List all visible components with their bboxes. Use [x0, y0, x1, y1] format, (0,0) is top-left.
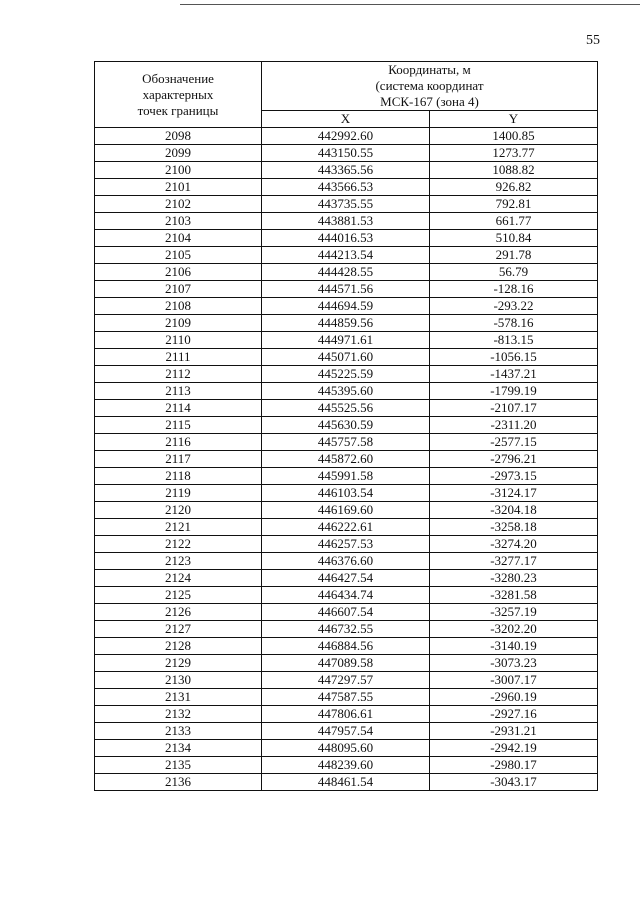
x-coordinate-cell: 446427.54 — [262, 570, 430, 587]
x-coordinate-cell: 443881.53 — [262, 213, 430, 230]
point-id-cell: 2130 — [95, 672, 262, 689]
point-label-line: характерных — [142, 86, 214, 102]
x-coordinate-cell: 445991.58 — [262, 468, 430, 485]
point-id-cell: 2117 — [95, 451, 262, 468]
point-id-cell: 2122 — [95, 536, 262, 553]
table-row — [95, 281, 598, 298]
table-row — [95, 315, 598, 332]
y-coordinate-cell: -3280.23 — [430, 570, 598, 587]
y-coordinate-cell: -578.16 — [430, 315, 598, 332]
point-id-cell: 2131 — [95, 689, 262, 706]
table-row — [95, 553, 598, 570]
table-row — [95, 706, 598, 723]
table-row — [95, 604, 598, 621]
point-id-cell: 2110 — [95, 332, 262, 349]
point-id-cell: 2102 — [95, 196, 262, 213]
y-coordinate-cell: 291.78 — [430, 247, 598, 264]
point-id-cell: 2100 — [95, 162, 262, 179]
table-row — [95, 213, 598, 230]
table-body — [95, 128, 598, 791]
x-coordinate-cell: 446169.60 — [262, 502, 430, 519]
y-coordinate-cell: -3281.58 — [430, 587, 598, 604]
x-coordinate-cell: 444571.56 — [262, 281, 430, 298]
x-coordinate-cell: 446376.60 — [262, 553, 430, 570]
x-coordinate-cell: 444859.56 — [262, 315, 430, 332]
x-column-header: X — [262, 111, 430, 128]
x-coordinate-cell: 446607.54 — [262, 604, 430, 621]
table-row — [95, 298, 598, 315]
y-coordinate-cell: -3140.19 — [430, 638, 598, 655]
table-row — [95, 366, 598, 383]
x-coordinate-cell: 442992.60 — [262, 128, 430, 145]
point-id-cell: 2115 — [95, 417, 262, 434]
table-row — [95, 485, 598, 502]
page-number: 55 — [586, 33, 600, 48]
point-id-cell: 2121 — [95, 519, 262, 536]
table-row — [95, 740, 598, 757]
y-column-header: Y — [430, 111, 598, 128]
x-coordinate-cell: 443735.55 — [262, 196, 430, 213]
x-coordinate-cell: 444428.55 — [262, 264, 430, 281]
y-coordinate-cell: 1088.82 — [430, 162, 598, 179]
table-row — [95, 689, 598, 706]
y-coordinate-cell: -1799.19 — [430, 383, 598, 400]
x-coordinate-cell: 445525.56 — [262, 400, 430, 417]
x-coordinate-cell: 446103.54 — [262, 485, 430, 502]
coordinates-table — [94, 61, 598, 791]
point-id-cell: 2109 — [95, 315, 262, 332]
point-id-cell: 2118 — [95, 468, 262, 485]
point-id-cell: 2103 — [95, 213, 262, 230]
x-coordinate-cell: 443150.55 — [262, 145, 430, 162]
y-coordinate-cell: -2960.19 — [430, 689, 598, 706]
x-coordinate-cell: 445071.60 — [262, 349, 430, 366]
x-coordinate-cell: 444016.53 — [262, 230, 430, 247]
point-id-cell: 2106 — [95, 264, 262, 281]
y-coordinate-cell: -3202.20 — [430, 621, 598, 638]
x-coordinate-cell: 446434.74 — [262, 587, 430, 604]
table-row — [95, 332, 598, 349]
table-row — [95, 638, 598, 655]
point-id-cell: 2123 — [95, 553, 262, 570]
table-row — [95, 145, 598, 162]
point-id-cell: 2114 — [95, 400, 262, 417]
point-id-cell: 2111 — [95, 349, 262, 366]
table-row — [95, 502, 598, 519]
point-id-cell: 2108 — [95, 298, 262, 315]
x-coordinate-cell: 448461.54 — [262, 774, 430, 791]
y-coordinate-cell: 926.82 — [430, 179, 598, 196]
table-row — [95, 162, 598, 179]
x-coordinate-cell: 444971.61 — [262, 332, 430, 349]
y-coordinate-cell: 661.77 — [430, 213, 598, 230]
y-coordinate-cell: -2107.17 — [430, 400, 598, 417]
point-id-cell: 2104 — [95, 230, 262, 247]
table-row — [95, 519, 598, 536]
y-coordinate-cell: -293.22 — [430, 298, 598, 315]
point-id-cell: 2116 — [95, 434, 262, 451]
point-label-line: точек границы — [137, 102, 219, 118]
table-row — [95, 196, 598, 213]
table-row — [95, 383, 598, 400]
x-coordinate-cell: 445757.58 — [262, 434, 430, 451]
y-coordinate-cell: -3274.20 — [430, 536, 598, 553]
table-row — [95, 536, 598, 553]
table-row — [95, 230, 598, 247]
point-id-cell: 2129 — [95, 655, 262, 672]
point-id-cell: 2105 — [95, 247, 262, 264]
y-coordinate-cell: -3124.17 — [430, 485, 598, 502]
table-row — [95, 723, 598, 740]
y-coordinate-cell: -2796.21 — [430, 451, 598, 468]
y-coordinate-cell: -1437.21 — [430, 366, 598, 383]
table-row — [95, 672, 598, 689]
point-label-header — [95, 62, 262, 128]
point-id-cell: 2125 — [95, 587, 262, 604]
x-coordinate-cell: 446732.55 — [262, 621, 430, 638]
point-id-cell: 2099 — [95, 145, 262, 162]
y-coordinate-cell: -3043.17 — [430, 774, 598, 791]
x-coordinate-cell: 446222.61 — [262, 519, 430, 536]
y-coordinate-cell: -3257.19 — [430, 604, 598, 621]
x-coordinate-cell: 447297.57 — [262, 672, 430, 689]
point-id-cell: 2133 — [95, 723, 262, 740]
table-row — [95, 587, 598, 604]
y-coordinate-cell: -3277.17 — [430, 553, 598, 570]
y-coordinate-cell: 1400.85 — [430, 128, 598, 145]
x-coordinate-cell: 443365.56 — [262, 162, 430, 179]
x-coordinate-cell: 445630.59 — [262, 417, 430, 434]
point-id-cell: 2134 — [95, 740, 262, 757]
table-row — [95, 247, 598, 264]
x-coordinate-cell: 445395.60 — [262, 383, 430, 400]
point-id-cell: 2135 — [95, 757, 262, 774]
x-coordinate-cell: 445225.59 — [262, 366, 430, 383]
table-row — [95, 621, 598, 638]
table-row — [95, 264, 598, 281]
point-id-cell: 2136 — [95, 774, 262, 791]
y-coordinate-cell: -2311.20 — [430, 417, 598, 434]
y-coordinate-cell: -1056.15 — [430, 349, 598, 366]
y-coordinate-cell: -2577.15 — [430, 434, 598, 451]
y-coordinate-cell: 1273.77 — [430, 145, 598, 162]
x-coordinate-cell: 448095.60 — [262, 740, 430, 757]
coordinates-header — [262, 62, 598, 111]
x-coordinate-cell: 447957.54 — [262, 723, 430, 740]
table-row — [95, 451, 598, 468]
y-coordinate-cell: -3204.18 — [430, 502, 598, 519]
y-coordinate-cell: 56.79 — [430, 264, 598, 281]
y-coordinate-cell: -2942.19 — [430, 740, 598, 757]
point-label-line: Обозначение — [142, 70, 214, 86]
coordinates-header-line: Координаты, м — [388, 62, 471, 77]
y-coordinate-cell: 792.81 — [430, 196, 598, 213]
y-coordinate-cell: -2931.21 — [430, 723, 598, 740]
y-coordinate-cell: -3258.18 — [430, 519, 598, 536]
table-row — [95, 757, 598, 774]
point-id-cell: 2132 — [95, 706, 262, 723]
point-id-cell: 2126 — [95, 604, 262, 621]
point-id-cell: 2128 — [95, 638, 262, 655]
x-coordinate-cell: 447089.58 — [262, 655, 430, 672]
point-id-cell: 2101 — [95, 179, 262, 196]
coordinates-header-line: МСК-167 (зона 4) — [380, 94, 479, 109]
y-coordinate-cell: 510.84 — [430, 230, 598, 247]
y-coordinate-cell: -3007.17 — [430, 672, 598, 689]
y-coordinate-cell: -3073.23 — [430, 655, 598, 672]
coordinates-header-line: (система координат — [375, 78, 484, 93]
point-id-cell: 2113 — [95, 383, 262, 400]
point-id-cell: 2127 — [95, 621, 262, 638]
table-row — [95, 468, 598, 485]
y-coordinate-cell: -2973.15 — [430, 468, 598, 485]
x-coordinate-cell: 448239.60 — [262, 757, 430, 774]
y-coordinate-cell: -2980.17 — [430, 757, 598, 774]
x-coordinate-cell: 444213.54 — [262, 247, 430, 264]
table-row — [95, 774, 598, 791]
y-coordinate-cell: -128.16 — [430, 281, 598, 298]
point-id-cell: 2098 — [95, 128, 262, 145]
table-row — [95, 417, 598, 434]
table-row — [95, 434, 598, 451]
point-id-cell: 2112 — [95, 366, 262, 383]
table-row — [95, 128, 598, 145]
x-coordinate-cell: 443566.53 — [262, 179, 430, 196]
x-coordinate-cell: 445872.60 — [262, 451, 430, 468]
x-coordinate-cell: 446257.53 — [262, 536, 430, 553]
table-row — [95, 349, 598, 366]
y-coordinate-cell: -813.15 — [430, 332, 598, 349]
point-id-cell: 2119 — [95, 485, 262, 502]
point-id-cell: 2124 — [95, 570, 262, 587]
table-row — [95, 179, 598, 196]
point-id-cell: 2120 — [95, 502, 262, 519]
x-coordinate-cell: 446884.56 — [262, 638, 430, 655]
table-row — [95, 400, 598, 417]
x-coordinate-cell: 444694.59 — [262, 298, 430, 315]
top-rule — [180, 4, 640, 5]
table-row — [95, 655, 598, 672]
y-coordinate-cell: -2927.16 — [430, 706, 598, 723]
table-row — [95, 570, 598, 587]
point-id-cell: 2107 — [95, 281, 262, 298]
x-coordinate-cell: 447806.61 — [262, 706, 430, 723]
x-coordinate-cell: 447587.55 — [262, 689, 430, 706]
